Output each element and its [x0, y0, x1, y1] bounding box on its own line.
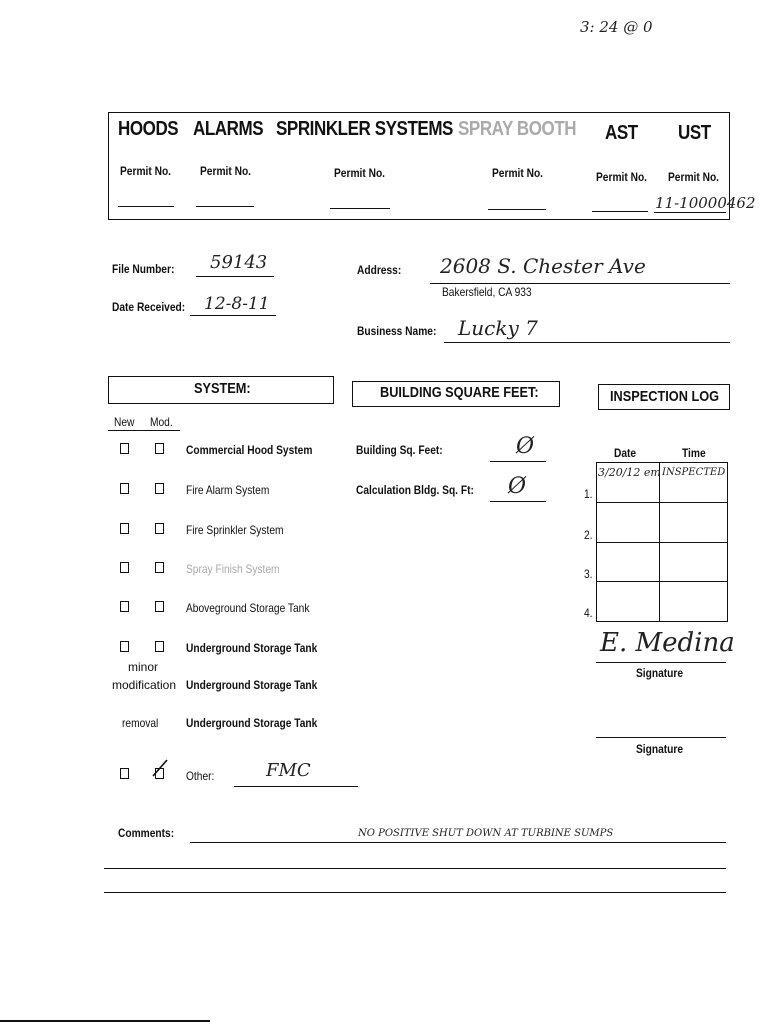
system-title: SYSTEM:: [194, 380, 251, 397]
system-row-ust-removal: Underground Storage Tank: [186, 716, 318, 730]
inspection-row-divider-3: [596, 581, 727, 582]
building-sq-line[interactable]: [490, 461, 546, 462]
header-alarms: ALARMS: [193, 118, 264, 140]
inspection-title: INSPECTION LOG: [610, 388, 720, 405]
inspection-row-num-3: 3.: [584, 567, 593, 581]
new-checkbox-hood[interactable]: [120, 443, 129, 454]
date-received-value: 12-8-11: [204, 294, 270, 314]
new-checkbox-ust[interactable]: [120, 641, 129, 652]
col-header-line: [108, 430, 180, 431]
comments-line-2[interactable]: [104, 868, 726, 869]
new-checkbox-alarm[interactable]: [120, 483, 129, 494]
permit-label-sprinkler: Permit No.: [334, 166, 386, 180]
permit-line-alarms[interactable]: [196, 206, 254, 207]
system-row-ust: Underground Storage Tank: [186, 641, 318, 655]
header-sprinkler: SPRINKLER SYSTEMS: [276, 118, 453, 140]
permit-line-hoods[interactable]: [118, 206, 174, 207]
mod-checkbox-hood[interactable]: [155, 443, 164, 454]
mod-checkbox-sprinkler[interactable]: [155, 523, 164, 534]
signature-line[interactable]: [596, 662, 726, 663]
date-received-label: Date Received:: [112, 300, 186, 314]
business-name-label: Business Name:: [357, 324, 437, 338]
inspection-date-label: Date: [614, 446, 637, 460]
inspection-row-1-time: INSPECTED: [662, 467, 726, 478]
building-sq-label: Building Sq. Feet:: [356, 443, 443, 457]
permit-line-ust[interactable]: [654, 212, 726, 213]
minor-modification-label: minor modification: [112, 660, 177, 692]
signature-label: Signature: [636, 666, 684, 680]
address-value: 2608 S. Chester Ave: [440, 254, 646, 278]
permit-label-alarms: Permit No.: [200, 164, 252, 178]
header-hoods: HOODS: [118, 118, 179, 140]
address-label: Address:: [357, 263, 402, 277]
business-name-line[interactable]: [444, 342, 730, 343]
comments-label: Comments:: [118, 826, 175, 840]
new-checkbox-sprinkler[interactable]: [120, 523, 129, 534]
comments-line-3[interactable]: [104, 892, 726, 893]
inspection-row-num-4: 4.: [584, 606, 593, 620]
new-checkbox-spray[interactable]: [120, 562, 129, 573]
header-ust: UST: [678, 122, 711, 144]
top-note: 3: 24 @ 0: [580, 18, 653, 36]
header-spray-booth: SPRAY BOOTH: [458, 118, 577, 140]
building-sq-value: Ø: [516, 434, 535, 459]
mod-checkbox-spray[interactable]: [155, 562, 164, 573]
business-name-value: Lucky 7: [458, 316, 538, 340]
permit-label-hoods: Permit No.: [120, 164, 172, 178]
system-row-ust-minor: Underground Storage Tank: [186, 678, 318, 692]
date-received-line[interactable]: [190, 315, 276, 316]
signature2-label: Signature: [636, 742, 684, 756]
permit-label-ast: Permit No.: [596, 170, 648, 184]
col-new-label: New: [114, 415, 135, 429]
system-row-spray: Spray Finish System: [186, 562, 280, 576]
checkmark-icon: [150, 758, 174, 782]
address-city: Bakersfield, CA 933: [442, 285, 532, 299]
bottom-edge-line: [0, 1020, 210, 1022]
new-checkbox-other[interactable]: [120, 768, 129, 779]
system-row-alarm: Fire Alarm System: [186, 483, 270, 497]
other-label: Other:: [186, 769, 215, 783]
other-line[interactable]: [234, 786, 358, 787]
calc-sq-value: Ø: [508, 474, 527, 499]
other-value: FMC: [266, 760, 311, 781]
file-number-value: 59143: [210, 252, 268, 273]
system-row-hood: Commercial Hood System: [186, 443, 313, 457]
building-title: BUILDING SQUARE FEET:: [380, 384, 539, 401]
file-number-line[interactable]: [196, 276, 274, 277]
permit-line-ast[interactable]: [592, 211, 648, 212]
permit-line-sprinkler[interactable]: [330, 208, 390, 209]
permit-label-ust: Permit No.: [668, 170, 720, 184]
col-mod-label: Mod.: [150, 415, 173, 429]
inspection-row-divider-1: [596, 502, 727, 503]
new-checkbox-ast[interactable]: [120, 601, 129, 612]
calc-sq-line[interactable]: [490, 501, 546, 502]
file-number-label: File Number:: [112, 262, 175, 276]
system-row-ast: Aboveground Storage Tank: [186, 601, 310, 615]
signature2-line[interactable]: [596, 737, 726, 738]
permit-line-spray[interactable]: [488, 209, 546, 210]
comments-line-1[interactable]: [190, 842, 726, 843]
inspection-row-num-2: 2.: [584, 528, 593, 542]
inspection-row-divider-2: [596, 542, 727, 543]
mod-checkbox-alarm[interactable]: [155, 483, 164, 494]
header-ast: AST: [605, 122, 638, 144]
comments-value: NO POSITIVE SHUT DOWN AT TURBINE SUMPS: [358, 828, 614, 839]
removal-label: removal: [122, 716, 159, 730]
permit-label-spray: Permit No.: [492, 166, 544, 180]
inspection-time-label: Time: [682, 446, 706, 460]
inspection-row-num-1: 1.: [584, 487, 593, 501]
mod-checkbox-ust[interactable]: [155, 641, 164, 652]
address-line[interactable]: [430, 283, 730, 284]
calc-sq-label: Calculation Bldg. Sq. Ft:: [356, 483, 474, 497]
mod-checkbox-ast[interactable]: [155, 601, 164, 612]
system-row-sprinkler: Fire Sprinkler System: [186, 523, 284, 537]
inspection-row-1-date: 3/20/12 em: [598, 466, 661, 479]
permit-value-ust: 11-10000462: [655, 194, 756, 212]
signature-value: E. Medina: [600, 628, 735, 658]
